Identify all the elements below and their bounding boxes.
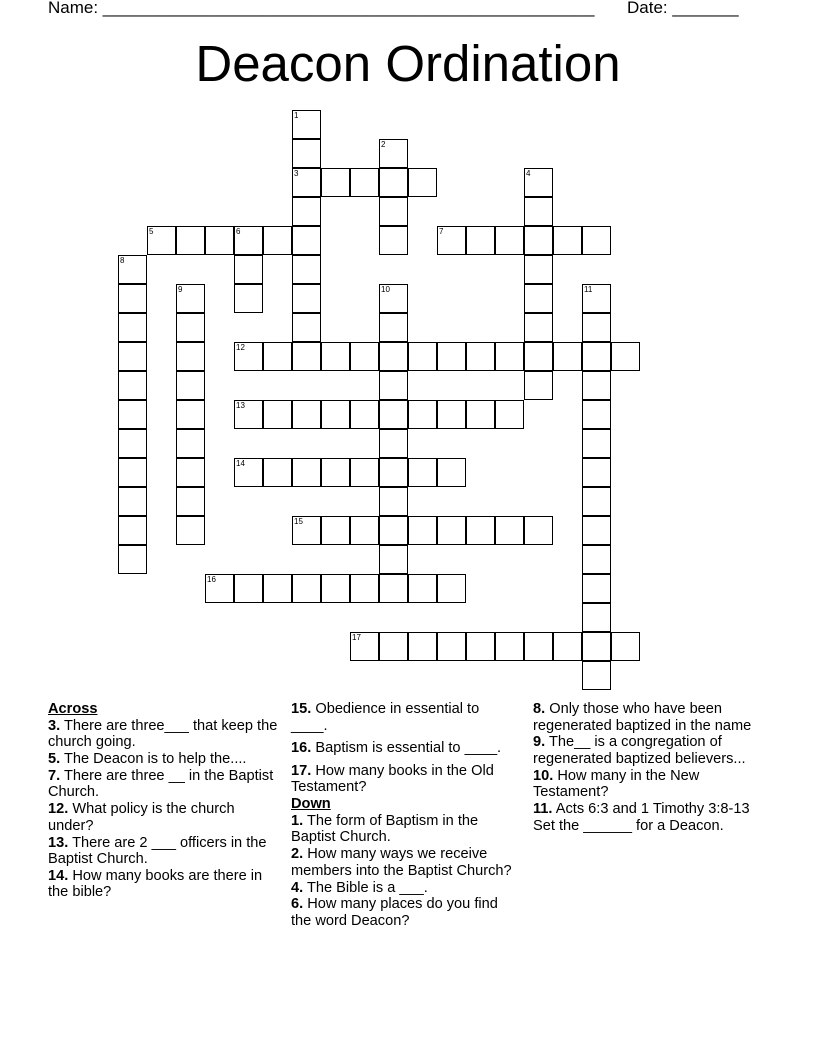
cell-number: 5 (149, 227, 154, 236)
grid-cell[interactable] (176, 458, 205, 487)
name-field-label: Name: ____________________________________________________ (48, 0, 595, 17)
grid-cell[interactable] (263, 226, 292, 255)
grid-cell[interactable] (437, 458, 466, 487)
grid-cell[interactable] (234, 400, 263, 429)
grid-cell[interactable] (466, 516, 495, 545)
grid-cell[interactable] (495, 342, 524, 371)
cell-number: 6 (236, 227, 241, 236)
grid-cell[interactable] (263, 342, 292, 371)
grid-cell[interactable] (582, 574, 611, 603)
clue-column-3 (533, 701, 768, 835)
grid-cell[interactable] (495, 400, 524, 429)
grid-cell[interactable] (408, 342, 437, 371)
grid-cell[interactable] (292, 284, 321, 313)
grid-cell[interactable] (524, 226, 553, 255)
grid-cell[interactable] (292, 197, 321, 226)
grid-cell[interactable] (379, 342, 408, 371)
grid-cell[interactable] (263, 574, 292, 603)
grid-cell[interactable] (379, 487, 408, 516)
grid-cell[interactable] (524, 632, 553, 661)
grid-cell[interactable] (437, 516, 466, 545)
grid-cell[interactable] (582, 342, 611, 371)
cell-number: 4 (526, 169, 531, 178)
grid-cell[interactable] (379, 226, 408, 255)
grid-cell[interactable] (350, 400, 379, 429)
grid-cell[interactable] (176, 342, 205, 371)
down-clue: 6. How many places do you find the word Deacon? (291, 896, 498, 929)
grid-cell[interactable] (118, 458, 147, 487)
grid-cell[interactable] (321, 574, 350, 603)
cell-number: 11 (584, 285, 593, 294)
grid-cell[interactable] (437, 632, 466, 661)
grid-cell[interactable] (350, 516, 379, 545)
grid-cell[interactable] (466, 400, 495, 429)
grid-cell[interactable] (437, 342, 466, 371)
grid-cell[interactable] (408, 400, 437, 429)
grid-cell[interactable] (321, 168, 350, 197)
grid-cell[interactable] (176, 226, 205, 255)
grid-cell[interactable] (234, 342, 263, 371)
grid-cell[interactable] (582, 516, 611, 545)
grid-cell[interactable] (437, 226, 466, 255)
grid-cell[interactable] (466, 342, 495, 371)
cell-number: 7 (439, 227, 444, 236)
grid-cell[interactable] (524, 284, 553, 313)
grid-cell[interactable] (176, 400, 205, 429)
grid-cell[interactable] (524, 197, 553, 226)
grid-cell[interactable] (321, 458, 350, 487)
cell-number: 16 (207, 575, 216, 584)
cell-number: 1 (294, 111, 299, 120)
grid-cell[interactable] (582, 661, 611, 690)
page-title: Deacon Ordination (195, 35, 621, 92)
grid-cell[interactable] (234, 255, 263, 284)
grid-cell[interactable] (176, 371, 205, 400)
down-clue: 8. Only those who have been regenerated baptized in the name (533, 701, 752, 734)
grid-cell[interactable] (582, 458, 611, 487)
grid-cell[interactable] (495, 226, 524, 255)
grid-cell[interactable] (205, 226, 234, 255)
across-clue: 13. There are 2 ___ officers in the Baptist Church. (48, 834, 267, 868)
grid-cell[interactable] (582, 487, 611, 516)
grid-cell[interactable] (176, 313, 205, 342)
grid-cell[interactable] (118, 284, 147, 313)
cell-number: 9 (178, 285, 183, 294)
grid-cell[interactable] (553, 342, 582, 371)
grid-cell[interactable] (292, 226, 321, 255)
grid-cell[interactable] (379, 284, 408, 313)
grid-cell[interactable] (350, 632, 379, 661)
grid-cell[interactable] (292, 168, 321, 197)
grid-cell[interactable] (205, 574, 234, 603)
grid-cell[interactable] (379, 197, 408, 226)
grid-cell[interactable] (582, 371, 611, 400)
grid-cell[interactable] (379, 516, 408, 545)
grid-cell[interactable] (379, 168, 408, 197)
grid-cell[interactable] (582, 284, 611, 313)
grid-cell[interactable] (350, 342, 379, 371)
grid-cell[interactable] (524, 255, 553, 284)
down-clue: 4. The Bible is a ___. (291, 879, 428, 896)
grid-cell[interactable] (118, 342, 147, 371)
cell-number: 10 (381, 285, 390, 294)
grid-cell[interactable] (350, 168, 379, 197)
grid-cell[interactable] (379, 139, 408, 168)
cell-number: 3 (294, 169, 299, 178)
across-clue: 16. Baptism is essential to ____. (291, 740, 502, 757)
grid-cell[interactable] (524, 516, 553, 545)
grid-cell[interactable] (321, 516, 350, 545)
grid-cell[interactable] (350, 574, 379, 603)
cell-number: 15 (294, 517, 303, 526)
across-clue: 17. How many books in the Old Testament? (291, 762, 494, 796)
across-clue: 14. How many books are there in the bible? (48, 867, 263, 901)
grid-cell[interactable] (176, 516, 205, 545)
grid-cell[interactable] (118, 400, 147, 429)
grid-cell[interactable] (292, 313, 321, 342)
grid-cell[interactable] (292, 342, 321, 371)
grid-cell[interactable] (582, 226, 611, 255)
grid-cell[interactable] (118, 545, 147, 574)
across-clue: 3. There are three___ that keep the church going. (48, 717, 278, 751)
grid-cell[interactable] (437, 574, 466, 603)
date-field-label: Date: _______ (627, 0, 739, 17)
across-clue: 15. Obedience in essential to ____. (291, 701, 480, 734)
grid-cell[interactable] (118, 516, 147, 545)
across-clue: 5. The Deacon is to help the.... (48, 750, 247, 767)
grid-cell[interactable] (379, 574, 408, 603)
grid-cell[interactable] (408, 168, 437, 197)
grid-cell[interactable] (379, 458, 408, 487)
grid-cell[interactable] (379, 371, 408, 400)
grid-cell[interactable] (118, 487, 147, 516)
grid-cell[interactable] (582, 400, 611, 429)
grid-cell[interactable] (379, 429, 408, 458)
grid-cell[interactable] (582, 313, 611, 342)
grid-cell[interactable] (582, 429, 611, 458)
down-heading: Down (291, 796, 331, 813)
grid-cell[interactable] (263, 400, 292, 429)
grid-cell[interactable] (582, 632, 611, 661)
grid-cell[interactable] (611, 342, 640, 371)
grid-cell[interactable] (292, 574, 321, 603)
grid-cell[interactable] (524, 168, 553, 197)
grid-cell[interactable] (176, 429, 205, 458)
clue-column-1 (48, 701, 278, 901)
grid-cell[interactable] (437, 400, 466, 429)
grid-cell[interactable] (408, 632, 437, 661)
grid-cell[interactable] (321, 342, 350, 371)
down-clue: 2. How many ways we receive members into the Baptist Church? (291, 846, 512, 879)
grid-cell[interactable] (553, 226, 582, 255)
across-heading: Across (48, 701, 98, 717)
grid-cell[interactable] (292, 255, 321, 284)
clue-column-2 (291, 701, 516, 930)
grid-cell[interactable] (292, 139, 321, 168)
grid-cell[interactable] (582, 545, 611, 574)
across-clue: 12. What policy is the church under? (48, 801, 235, 834)
grid-cell[interactable] (466, 632, 495, 661)
grid-cell[interactable] (118, 255, 147, 284)
grid-cell[interactable] (234, 226, 263, 255)
grid-cell[interactable] (176, 284, 205, 313)
grid-cell[interactable] (118, 429, 147, 458)
grid-cell[interactable] (118, 371, 147, 400)
grid-cell[interactable] (234, 284, 263, 313)
grid-cell[interactable] (292, 458, 321, 487)
grid-cell[interactable] (147, 226, 176, 255)
cell-number: 13 (236, 401, 245, 410)
grid-cell[interactable] (292, 400, 321, 429)
grid-cell[interactable] (379, 545, 408, 574)
cell-number: 8 (120, 256, 125, 265)
grid-cell[interactable] (495, 632, 524, 661)
grid-cell[interactable] (466, 226, 495, 255)
down-clue: 10. How many in the New Testament? (533, 767, 700, 801)
grid-cell[interactable] (234, 574, 263, 603)
grid-cell[interactable] (611, 632, 640, 661)
grid-cell[interactable] (350, 458, 379, 487)
down-clue: 11. Acts 6:3 and 1 Timothy 3:8-13 Set the ______ for a Deacon. (533, 801, 750, 834)
grid-cell[interactable] (234, 458, 263, 487)
grid-cell[interactable] (408, 516, 437, 545)
grid-cell[interactable] (582, 603, 611, 632)
grid-cell[interactable] (321, 400, 350, 429)
grid-cell[interactable] (524, 371, 553, 400)
across-clue: 7. There are three __ in the Baptist Church. (48, 767, 274, 801)
cell-number: 2 (381, 140, 386, 149)
grid-cell[interactable] (379, 313, 408, 342)
down-clue: 1. The form of Baptism in the Baptist Church. (291, 812, 479, 846)
grid-cell[interactable] (176, 487, 205, 516)
grid-cell[interactable] (379, 632, 408, 661)
grid-cell[interactable] (524, 342, 553, 371)
grid-cell[interactable] (495, 516, 524, 545)
grid-cell[interactable] (408, 574, 437, 603)
grid-cell[interactable] (524, 313, 553, 342)
down-clue: 9. The__ is a congregation of regenerated baptized believers... (533, 734, 746, 767)
grid-cell[interactable] (118, 313, 147, 342)
grid-cell[interactable] (292, 110, 321, 139)
cell-number: 14 (236, 459, 245, 468)
cell-number: 17 (352, 633, 361, 642)
grid-cell[interactable] (408, 458, 437, 487)
grid-cell[interactable] (553, 632, 582, 661)
grid-cell[interactable] (263, 458, 292, 487)
cell-number: 12 (236, 343, 245, 352)
grid-cell[interactable] (292, 516, 321, 545)
grid-cell[interactable] (379, 400, 408, 429)
